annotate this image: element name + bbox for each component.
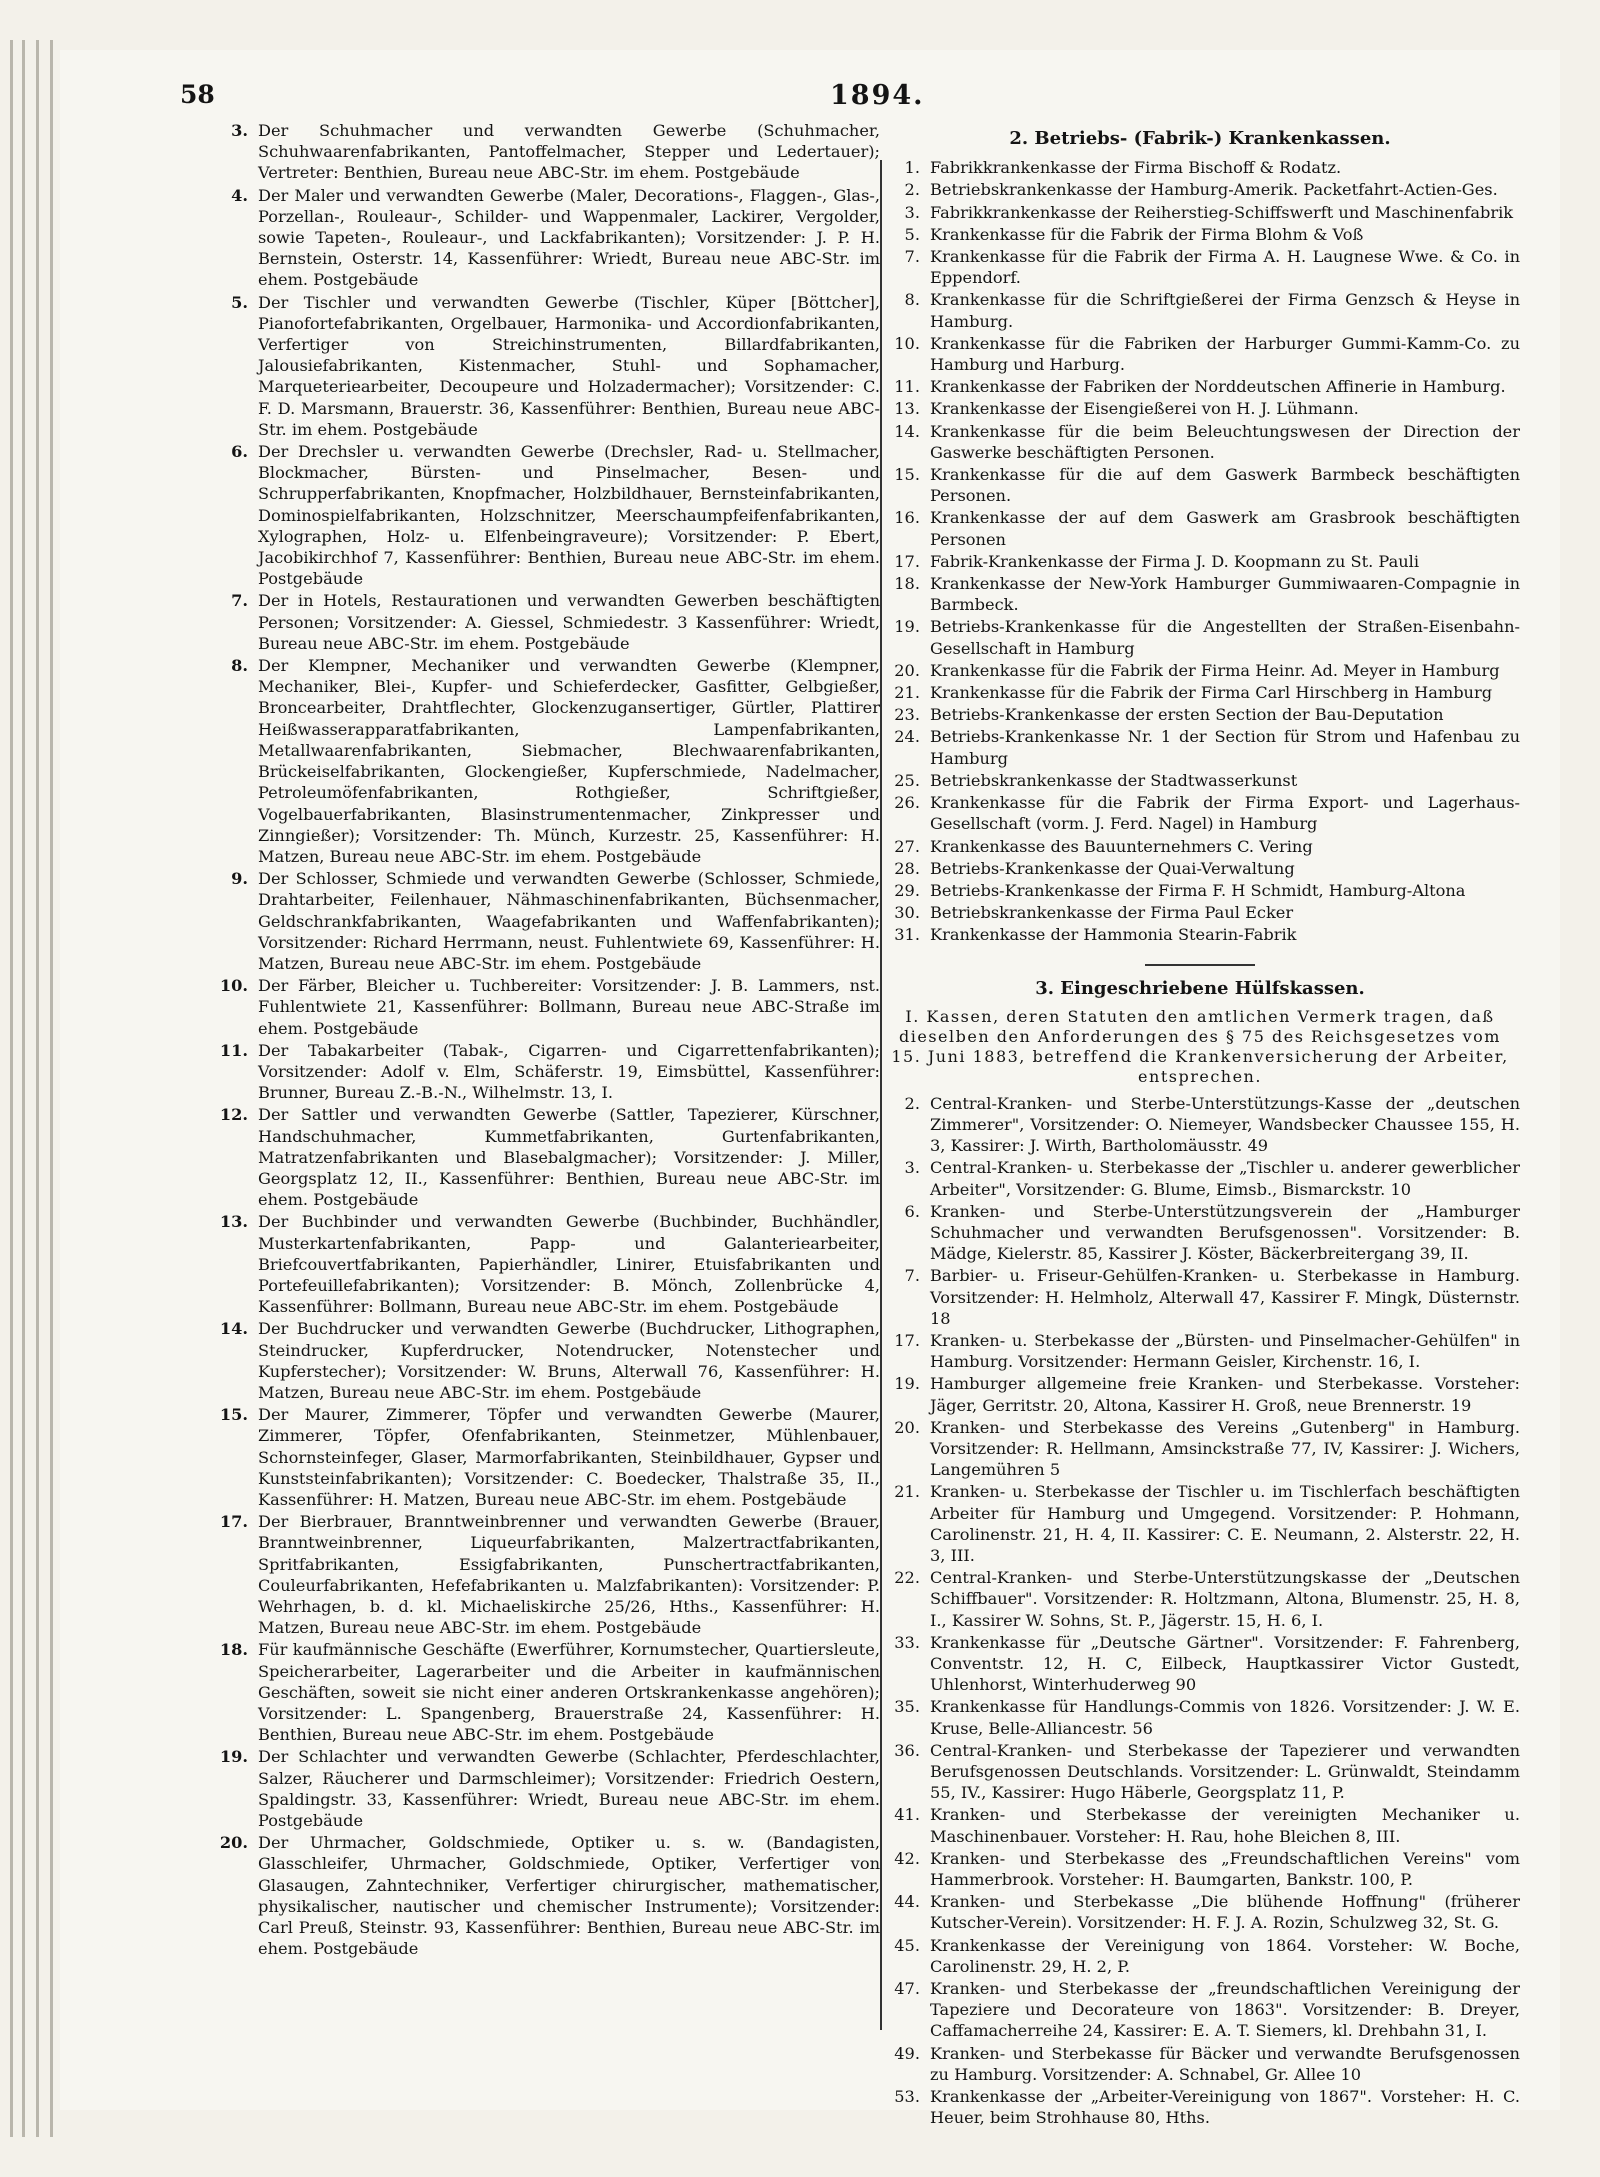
entry-number: 4.: [231, 185, 248, 205]
huelfskasse-entry: [880, 1201, 1520, 1265]
entry-text: Der Buchbinder und verwandten Gewerbe (Buchbinder, Buchhändler, Musterkartenfabrikanten, Papp- und Galanteriearbeiter, Briefcouvertfabrikanten, Papierhändler, Linirer, Etuisfabrikanten und Portefeuillefabrikanten); Vorsitzender: B. Mönch, Zollenbrücke 4, Kassenführer: Bollmann, Bureau neue ABC-Str. im ehem. Postgebäude: [258, 1212, 880, 1317]
entry-text: Krankenkasse für die Fabrik der Firma A. H. Laugnese Wwe. & Co. in Eppendorf.: [930, 247, 1520, 288]
entry-number: 2.: [904, 180, 920, 200]
betriebskrankenkassen-list: [880, 157, 1520, 945]
entry-text: Krankenkasse für die Fabrik der Firma Blohm & Voß: [930, 224, 1364, 244]
page-year: 1894.: [830, 80, 925, 111]
entry-number: 9.: [231, 869, 248, 889]
entry-text: Der Schlachter und verwandten Gewerbe (Schlachter, Pferdeschlachter, Salzer, Räucherer und Darmschleimer); Vorsitzender: Friedrich Oestern, Spaldingstr. 33, Kassenführer: Wriedt, Bureau neue ABC-Str. im ehem. Postgebäude: [258, 1747, 880, 1831]
ortskrankenkasse-entry: [200, 1511, 880, 1638]
entry-number: 20.: [894, 1417, 920, 1437]
entry-text: Krankenkasse der Hammonia Stearin-Fabrik: [930, 925, 1297, 945]
ortskrankenkasse-entry: [200, 655, 880, 867]
entry-text: Krankenkasse für die Fabrik der Firma Export- und Lagerhaus-Gesellschaft (vorm. J. Ferd. Nagel) in Hamburg: [930, 793, 1520, 834]
entry-text: Für kaufmännische Geschäfte (Ewerführer, Kornumstecher, Quartiersleute, Speicherarbeiter, Lagerarbeiter und die Arbeiter in kaufmännischen Geschäften, soweit sie nicht einer anderen Ortskrankenkasse angehören); Vorsitzender: L. Spangenberg, Brauerstraße 24, Kassenführer: H. Benthien, Bureau neue ABC-Str. im ehem. Postgebäude: [258, 1640, 880, 1745]
entry-text: Kranken- und Sterbekasse „Die blühende Hoffnung" (früherer Kutscher-Verein). Vorsitzender: H. F. J. A. Rozin, Schulzweg 32, St. G.: [930, 1892, 1520, 1933]
entry-number: 25.: [894, 770, 920, 790]
entry-text: Betriebs-Krankenkasse der ersten Section der Bau-Deputation: [930, 705, 1444, 725]
ortskrankenkasse-entry: [200, 185, 880, 291]
huelfskasse-entry: [880, 1093, 1520, 1157]
page-number: 58: [180, 80, 215, 109]
entry-text: Fabrik-Krankenkasse der Firma J. D. Koopmann zu St. Pauli: [930, 551, 1419, 571]
entry-number: 2.: [904, 1093, 920, 1113]
entry-number: 7.: [904, 247, 920, 267]
huelfskasse-entry: [880, 2043, 1520, 2085]
betriebskrankenkasse-entry: [880, 880, 1520, 901]
entry-text: Central-Kranken- u. Sterbekasse der „Tischler u. anderer gewerblicher Arbeiter", Vorsitzender: G. Blume, Eimsb., Bismarckstr. 10: [930, 1158, 1520, 1199]
huelfskasse-entry: [880, 1848, 1520, 1890]
entry-text: Betriebskrankenkasse der Stadtwasserkunst: [930, 770, 1298, 790]
huelfskasse-entry: [880, 1330, 1520, 1372]
entry-text: Kranken- u. Sterbekasse der Tischler u. im Tischlerfach beschäftigten Arbeiter für Hamburg und Umgegend. Vorsitzender: P. Hohmann, Carolinenstr. 21, H. 4, II. Kassirer: C. E. Neumann, 2. Alsterstr. 22, H. 3, III.: [930, 1482, 1520, 1565]
entry-text: Krankenkasse für die Fabrik der Firma Carl Hirschberg in Hamburg: [930, 683, 1493, 703]
entry-text: Kranken- und Sterbekasse für Bäcker und verwandte Berufsgenossen zu Hamburg. Vorsitzender: A. Schnabel, Gr. Allee 10: [930, 2043, 1520, 2084]
entry-text: Betriebs-Krankenkasse der Quai-Verwaltung: [930, 858, 1295, 878]
entry-number: 10.: [219, 976, 248, 996]
betriebskrankenkasse-entry: [880, 246, 1520, 288]
entry-number: 7.: [904, 1266, 920, 1286]
betriebskrankenkasse-entry: [880, 704, 1520, 725]
entry-number: 17.: [894, 1330, 920, 1350]
entry-text: Barbier- u. Friseur-Gehülfen-Kranken- u. Sterbekasse in Hamburg. Vorsitzender: H. Helmholz, Alterwall 47, Kassirer F. Mingk, Düsternstr. 18: [930, 1266, 1520, 1328]
entry-text: Central-Kranken- und Sterbekasse der Tapezierer und verwandten Berufsgenossen Deutschlands. Vorsitzender: L. Grünwaldt, Steindamm 55, IV., Kassirer: Hugo Häberle, Georgsplatz 11, P.: [930, 1740, 1520, 1803]
betriebskrankenkasse-entry: [880, 573, 1520, 615]
entry-number: 44.: [894, 1892, 920, 1912]
right-column: [880, 120, 1520, 2129]
entry-number: 33.: [894, 1632, 920, 1652]
entry-text: Kranken- und Sterbekasse der „freundschaftlichen Vereinigung der Tapeziere und Decorateure von 1863". Vorsitzender: B. Dreyer, Caffamacherreihe 24, Kassirer: E. A. T. Siemers, kl. Drehbahn 31, I.: [930, 1979, 1520, 2041]
ortskrankenkasse-entry: [200, 1746, 880, 1831]
betriebskrankenkasse-entry: [880, 902, 1520, 923]
betriebskrankenkasse-entry: [880, 924, 1520, 945]
betriebskrankenkasse-entry: [880, 660, 1520, 681]
entry-text: Krankenkasse für die beim Beleuchtungswesen der Direction der Gaswerke beschäftigten Personen.: [930, 421, 1520, 462]
entry-text: Der Drechsler u. verwandten Gewerbe (Drechsler, Rad- u. Stellmacher, Blockmacher, Bürsten- und Pinselmacher, Besen- und Schrupperfabrikanten, Knopfmacher, Holzbildhauer, Bernsteinfabrikanten, Dominospielfabrikanten, Holzschnitzer, Meerschaumpfeifenfabrikanten, Xylographen, Holz- u. Elfenbeingraveure); Vorsitzender: P. Ebert, Jacobikirchhof 7, Kassenführer: Benthien, Bureau neue ABC-Str. im ehem. Postgebäude: [258, 442, 880, 589]
betriebskrankenkasse-entry: [880, 836, 1520, 857]
entry-text: Krankenkasse der Vereinigung von 1864. Vorsteher: W. Boche, Carolinenstr. 29, H. 2, P.: [930, 1935, 1520, 1976]
entry-text: Betriebs-Krankenkasse der Firma F. H Schmidt, Hamburg-Altona: [930, 880, 1466, 900]
entry-number: 16.: [894, 508, 920, 528]
page-edge: [10, 40, 13, 2137]
entry-number: 3.: [231, 121, 248, 140]
page-edge: [50, 40, 53, 2137]
entry-text: Betriebs-Krankenkasse Nr. 1 der Section für Strom und Hafenbau zu Hamburg: [930, 727, 1520, 768]
betriebskrankenkasse-entry: [880, 858, 1520, 879]
entry-number: 20.: [219, 1833, 248, 1853]
entry-text: Der Buchdrucker und verwandten Gewerbe (Buchdrucker, Lithographen, Steindrucker, Kupferdrucker, Notendrucker, Notenstecher und Kupferstecher); Vorsitzender: W. Bruns, Alterwall 76, Kassenführer: H. Matzen, Bureau neue ABC-Str. im ehem. Postgebäude: [258, 1319, 880, 1402]
ortskrankenkasse-entry: [200, 1318, 880, 1403]
entry-text: Der Schlosser, Schmiede und verwandten Gewerbe (Schlosser, Schmiede, Drahtarbeiter, Feilenhauer, Nähmaschinenfabrikanten, Büchsenmacher, Geldschrankfabrikanten, Waagefabrikanten und Waffenfabrikanten); Vorsitzender: Richard Herrmann, neust. Fuhlentwiete 69, Kassenführer: H. Matzen, Bureau neue ABC-Str. im ehem. Postgebäude: [258, 869, 880, 973]
entry-number: 19.: [894, 1374, 920, 1394]
entry-number: 8.: [904, 290, 920, 310]
entry-text: Krankenkasse für die auf dem Gaswerk Barmbeck beschäftigten Personen.: [930, 465, 1520, 506]
entry-number: 49.: [894, 2043, 920, 2063]
entry-number: 29.: [894, 880, 920, 900]
betriebskrankenkasse-entry: [880, 726, 1520, 768]
entry-number: 53.: [894, 2087, 920, 2107]
betriebskrankenkasse-entry: [880, 616, 1520, 658]
betriebskrankenkasse-entry: [880, 770, 1520, 791]
ortskrankenkasse-entry: [200, 1040, 880, 1104]
entry-text: Der Schuhmacher und verwandten Gewerbe (Schuhmacher, Schuhwaarenfabrikanten, Pantoffelmacher, Stepper und Ledertauer); Vertreter: Benthien, Bureau neue ABC-Str. im ehem. Postgebäude: [258, 121, 880, 183]
betriebskrankenkasse-entry: [880, 464, 1520, 506]
entry-text: Hamburger allgemeine freie Kranken- und Sterbekasse. Vorsteher: Jäger, Gerritstr. 20, Altona, Kassirer H. Groß, neue Brennerstr. 19: [930, 1374, 1520, 1415]
betriebskrankenkasse-entry: [880, 398, 1520, 419]
huelfskasse-entry: [880, 1265, 1520, 1329]
ortskrankenkasse-entry: [200, 1211, 880, 1317]
entry-text: Krankenkasse für die Fabrik der Firma Heinr. Ad. Meyer in Hamburg: [930, 660, 1500, 680]
betriebskrankenkasse-entry: [880, 333, 1520, 375]
entry-number: 45.: [894, 1935, 920, 1955]
entry-text: Krankenkasse für die Schriftgießerei der Firma Genzsch & Heyse in Hamburg.: [930, 290, 1520, 331]
left-column: [200, 120, 880, 1960]
ortskrankenkasse-entry: [200, 590, 880, 654]
huelfskasse-entry: [880, 1481, 1520, 1566]
entry-number: 3.: [904, 202, 920, 222]
entry-number: 21.: [894, 1482, 920, 1502]
huelfskasse-entry: [880, 1157, 1520, 1199]
entry-text: Der Uhrmacher, Goldschmiede, Optiker u. s. w. (Bandagisten, Glasschleifer, Uhrmacher, Goldschmiede, Optiker, Verfertiger von Glasaugen, Zahntechniker, Verfertiger chirurgischer, mathematischer, physikalischer, nautischer und chemischer Instrumente); Vorsitzender: Carl Preuß, Steinstr. 93, Kassenführer: Benthien, Bureau neue ABC-Str. im ehem. Postgebäude: [258, 1833, 880, 1959]
betriebskrankenkasse-entry: [880, 792, 1520, 834]
entry-text: Der Maurer, Zimmerer, Töpfer und verwandten Gewerbe (Maurer, Zimmerer, Töpfer, Ofenfabrikanten, Steinmetzer, Mühlenbauer, Schornsteinfeger, Glaser, Marmorfabrikanten, Steinbildhauer, Gypser und Kunststeinfabrikanten); Vorsitzender: C. Boedecker, Thalstraße 35, II., Kassenführer: H. Matzen, Bureau neue ABC-Str. im ehem. Postgebäude: [258, 1405, 880, 1509]
entry-text: Krankenkasse für „Deutsche Gärtner". Vorsitzender: F. Fahrenberg, Conventstr. 12, H. C, Eilbeck, Hauptkassirer Victor Gustedt, Uhlenhorst, Winterhuderweg 90: [930, 1632, 1520, 1695]
entry-number: 27.: [894, 836, 920, 856]
entry-text: Krankenkasse für die Fabriken der Harburger Gummi-Kamm-Co. zu Hamburg und Harburg.: [930, 333, 1520, 375]
huelfskasse-entry: [880, 2086, 1520, 2128]
entry-number: 22.: [894, 1568, 920, 1588]
entry-number: 17.: [894, 551, 920, 571]
entry-number: 1.: [904, 158, 920, 178]
entry-number: 31.: [894, 925, 920, 945]
ortskrankenkasse-entry: [200, 441, 880, 589]
betriebskrankenkasse-entry: [880, 224, 1520, 245]
entry-number: 15.: [894, 465, 920, 485]
entry-number: 24.: [894, 727, 920, 747]
huelfskasse-entry: [880, 1417, 1520, 1481]
betriebskrankenkasse-entry: [880, 157, 1520, 178]
document-page: [60, 50, 1560, 2128]
entry-number: 28.: [894, 858, 920, 878]
entry-number: 13.: [894, 399, 920, 419]
ortskrankenkasse-entry: [200, 1104, 880, 1210]
entry-number: 13.: [219, 1212, 248, 1232]
entry-number: 11.: [219, 1040, 248, 1060]
section-divider: [1145, 964, 1255, 966]
entry-number: 26.: [894, 793, 920, 813]
entry-text: Der in Hotels, Restaurationen und verwandten Gewerben beschäftigten Personen; Vorsitzender: A. Giessel, Schmiedestr. 3 Kassenführer: Wriedt, Bureau neue ABC-Str. im ehem. Postgebäude: [258, 591, 880, 653]
entry-text: Der Tabakarbeiter (Tabak-, Cigarren- und Cigarrettenfabrikanten); Vorsitzender: Adolf v. Elm, Schäferstr. 19, Eimsbüttel, Kassenführer: Brunner, Bureau Z.-B.-N., Wilhelmstr. 13, I.: [258, 1040, 880, 1103]
entry-text: Fabrikkrankenkasse der Reiherstieg-Schiffswerft und Maschinenfabrik: [930, 202, 1514, 222]
entry-text: Fabrikkrankenkasse der Firma Bischoff & Rodatz.: [930, 158, 1342, 178]
betriebskrankenkasse-entry: [880, 289, 1520, 331]
page-edge: [22, 40, 25, 2137]
huelfskasse-entry: [880, 1978, 1520, 2042]
entry-number: 6.: [904, 1201, 920, 1221]
entry-number: 19.: [894, 617, 920, 637]
page-edge: [36, 40, 39, 2137]
entry-number: 3.: [904, 1158, 920, 1178]
entry-number: 35.: [894, 1697, 920, 1717]
ortskrankenkasse-entry: [200, 120, 880, 184]
entry-text: Central-Kranken- und Sterbe-Unterstützungs-Kasse der „deutschen Zimmerer", Vorsitzender: O. Niemeyer, Wandsbecker Chaussee 155, H. 3, Kassirer: J. Wirth, Bartholomäusstr. 49: [930, 1093, 1520, 1156]
entry-text: Kranken- und Sterbe-Unterstützungsverein der „Hamburger Schuhmacher und verwandten Berufsgenossen". Vorsitzender: B. Mädge, Kielerstr. 85, Kassirer J. Köster, Bäckerbreitergang 39, II.: [930, 1201, 1520, 1264]
huelfskasse-entry: [880, 1567, 1520, 1631]
entry-text: Der Sattler und verwandten Gewerbe (Sattler, Tapezierer, Kürschner, Handschuhmacher, Kummetfabrikanten, Gurtenfabrikanten, Matratzenfabrikanten und Blasebalgmacher); Vorsitzender: J. Miller, Georgsplatz 12, II., Kassenführer: Benthien, Bureau neue ABC-Str. im ehem. Postgebäude: [258, 1105, 880, 1210]
entry-number: 14.: [219, 1319, 248, 1339]
entry-number: 18.: [894, 574, 920, 594]
ortskrankenkasse-entry: [200, 1639, 880, 1745]
betriebskrankenkasse-entry: [880, 376, 1520, 397]
betriebskrankenkasse-entry: [880, 179, 1520, 200]
ortskrankenkasse-entry: [200, 975, 880, 1039]
entry-text: Kranken- und Sterbekasse der vereinigten Mechaniker u. Maschinenbauer. Vorsteher: H. Rau, hohe Bleichen 8, III.: [930, 1805, 1520, 1846]
huelfskasse-entry: [880, 1373, 1520, 1415]
entry-number: 12.: [219, 1105, 248, 1125]
section-heading-huelfskassen: 3. Eingeschriebene Hülfskassen.: [1035, 977, 1365, 999]
entry-number: 21.: [894, 683, 920, 703]
entry-number: 20.: [894, 660, 920, 680]
ortskrankenkasse-entry: [200, 1832, 880, 1959]
entry-text: Krankenkasse der New-York Hamburger Gummiwaaren-Compagnie in Barmbeck.: [930, 574, 1520, 615]
huelfskasse-entry: [880, 1696, 1520, 1738]
entry-text: Krankenkasse der auf dem Gaswerk am Grasbrook beschäftigten Personen: [930, 508, 1520, 549]
huelfskasse-entry: [880, 1935, 1520, 1977]
entry-number: 7.: [231, 591, 248, 611]
entry-text: Der Bierbrauer, Branntweinbrenner und verwandten Gewerbe (Brauer, Branntweinbrenner, Liqueurfabrikanten, Malzertractfabrikanten, Spritfabrikanten, Essigfabrikanten, Punschertractfabrikanten, Couleurfabrikanten, Hefefabrikanten u. Malzfabrikanten): Vorsitzender: P. Wehrhagen, b. d. kl. Michaeliskirche 25/26, Hths., Kassenführer: H. Matzen, Bureau neue ABC-Str. im ehem. Postgebäude: [258, 1512, 880, 1638]
entry-text: Krankenkasse für Handlungs-Commis von 1826. Vorsitzender: J. W. E. Kruse, Belle-Alliancestr. 56: [930, 1697, 1520, 1738]
ortskrankenkasse-entry: [200, 292, 880, 440]
entry-text: Krankenkasse der „Arbeiter-Vereinigung von 1867". Vorsteher: H. C. Heuer, beim Strohhause 80, Hths.: [930, 2087, 1520, 2128]
entry-text: Betriebskrankenkasse der Firma Paul Ecker: [930, 903, 1294, 923]
entry-number: 23.: [894, 705, 920, 725]
entry-text: Betriebs-Krankenkasse für die Angestellten der Straßen-Eisenbahn-Gesellschaft in Hamburg: [930, 617, 1520, 658]
betriebskrankenkasse-entry: [880, 202, 1520, 223]
entry-number: 30.: [894, 903, 920, 923]
section-heading-betriebskrankenkassen: 2. Betriebs- (Fabrik-) Krankenkassen.: [1009, 128, 1391, 149]
huelfskassen-list: [880, 1093, 1520, 2129]
entry-text: Krankenkasse der Fabriken der Norddeutschen Affinerie in Hamburg.: [930, 377, 1506, 397]
entry-number: 17.: [219, 1512, 248, 1532]
ortskrankenkasse-entry: [200, 868, 880, 974]
entry-number: 6.: [231, 442, 248, 462]
entry-text: Central-Kranken- und Sterbe-Unterstützungskasse der „Deutschen Schiffbauer". Vorsitzender: R. Holtzmann, Altona, Blumenstr. 25, H. 8, I., Kassirer W. Sohns, St. P., Jägerstr. 15, H. 6, I.: [930, 1568, 1520, 1630]
entry-number: 19.: [219, 1747, 248, 1767]
entry-number: 5.: [904, 224, 920, 244]
entry-number: 14.: [894, 421, 920, 441]
entry-text: Kranken- u. Sterbekasse der „Bürsten- und Pinselmacher-Gehülfen" in Hamburg. Vorsitzender: Hermann Geisler, Kirchenstr. 16, I.: [930, 1330, 1520, 1372]
huelfskasse-entry: [880, 1632, 1520, 1696]
huelfskasse-entry: [880, 1891, 1520, 1933]
entry-text: Der Tischler und verwandten Gewerbe (Tischler, Küper [Böttcher], Pianofortefabrikanten, Orgelbauer, Harmonika- und Accordionfabrikanten, Verfertiger von Streichinstrumenten, Billardfabrikanten, Jalousiefabrikanten, Kistenmacher, Stuhl- und Sophamacher, Marqueteriearbeiter, Decoupeure und Holzadermacher); Vorsitzender: C. F. D. Marsmann, Brauerstr. 36, Kassenführer: Benthien, Bureau neue ABC-Str. im ehem. Postgebäude: [258, 292, 880, 439]
entry-number: 18.: [219, 1640, 248, 1660]
entry-text: Der Maler und verwandten Gewerbe (Maler, Decorations-, Flaggen-, Glas-, Porzellan-, Rouleaur-, Schilder- und Wappenmaler, Lackirer, Vergolder, sowie Tapeten-, Rouleaur-, und Lackfabrikanten); Vorsitzender: J. P. H. Bernstein, Osterstr. 14, Kassenführer: Wriedt, Bureau neue ABC-Str. im ehem. Postgebäude: [258, 185, 880, 290]
huelfskasse-entry: [880, 1804, 1520, 1846]
entry-number: 36.: [894, 1740, 920, 1760]
entry-text: Krankenkasse der Eisengießerei von H. J. Lühmann.: [930, 399, 1359, 419]
entry-number: 5.: [231, 292, 248, 312]
ortskrankenkasse-entry: [200, 1404, 880, 1510]
entry-number: 11.: [894, 377, 920, 397]
entry-number: 15.: [219, 1405, 248, 1425]
section-intro: I. Kassen, deren Statuten den amtlichen Vermerk tragen, daß dieselben den Anforderungen des § 75 des Reichsgesetzes vom 15. Juni 1883, betreffend die Krankenversicherung der Arbeiter, entsprechen.: [891, 1006, 1509, 1086]
entry-number: 41.: [894, 1805, 920, 1825]
entry-text: Der Färber, Bleicher u. Tuchbereiter: Vorsitzender: J. B. Lammers, nst. Fuhlentwiete 21, Kassenführer: Bollmann, Bureau neue ABC-Straße im ehem. Postgebäude: [258, 976, 880, 1038]
betriebskrankenkasse-entry: [880, 421, 1520, 463]
entry-number: 47.: [894, 1979, 920, 1999]
betriebskrankenkasse-entry: [880, 682, 1520, 703]
entry-text: Der Klempner, Mechaniker und verwandten Gewerbe (Klempner, Mechaniker, Blei-, Kupfer- und Schieferdecker, Gasfitter, Gelbgießer, Broncearbeiter, Drahtflechter, Glockenzugansertiger, Gürtler, Plattirer Heißwasserapparatfabrikanten, Lampenfabrikanten, Metallwaarenfabrikanten, Siebmacher, Blechwaarenfabrikanten, Brückeiselfabrikanten, Glockengießer, Kupferschmiede, Nadelmacher, Petroleumöfenfabrikanten, Rothgießer, Schriftgießer, Vogelbauerfabrikanten, Blasinstrumentenmacher, Zinkpresser und Zinngießer); Vorsitzender: Th. Münch, Kurzestr. 25, Kassenführer: H. Matzen, Bureau neue ABC-Str. im ehem. Postgebäude: [258, 656, 880, 866]
entry-text: Krankenkasse des Bauunternehmers C. Vering: [930, 836, 1313, 856]
entry-text: Kranken- und Sterbekasse des Vereins „Gutenberg" in Hamburg. Vorsitzender: R. Hellmann, Amsinckstraße 77, IV, Kassirer: J. Wichers, Langemühren 5: [930, 1417, 1520, 1480]
entry-text: Kranken- und Sterbekasse des „Freundschaftlichen Vereins" vom Hammerbrook. Vorsteher: H. Baumgarten, Bankstr. 100, P.: [930, 1848, 1520, 1890]
entry-number: 10.: [894, 333, 920, 353]
betriebskrankenkasse-entry: [880, 551, 1520, 572]
entry-text: Betriebskrankenkasse der Hamburg-Amerik. Packetfahrt-Actien-Ges.: [930, 180, 1498, 200]
entry-number: 8.: [231, 656, 248, 676]
huelfskasse-entry: [880, 1740, 1520, 1804]
entry-number: 42.: [894, 1848, 920, 1868]
betriebskrankenkasse-entry: [880, 507, 1520, 549]
